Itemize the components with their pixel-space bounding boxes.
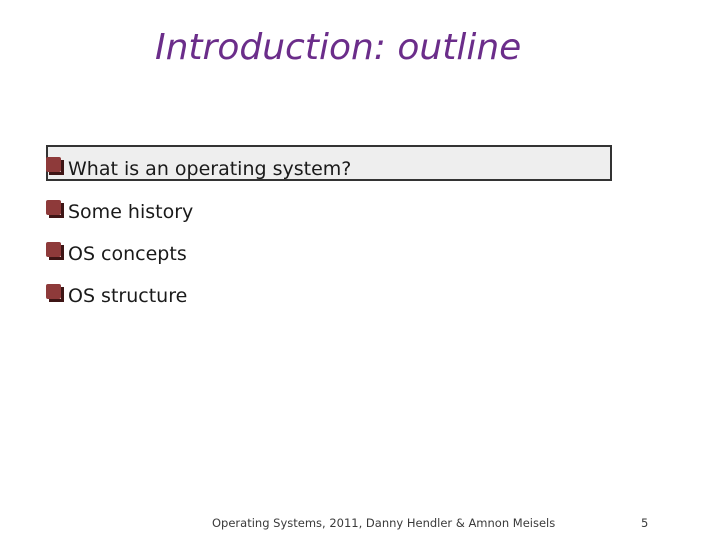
outline-item (46, 230, 351, 272)
square-bullet-icon (46, 157, 64, 175)
outline-item-label: What is an operating system? (68, 158, 352, 180)
page-number: 5 (641, 516, 649, 530)
square-bullet-icon (46, 284, 64, 302)
outline-item-label: OS concepts (68, 243, 187, 265)
outline-item-label: Some history (68, 201, 194, 223)
square-bullet-icon (46, 242, 64, 260)
outline-list (46, 148, 351, 314)
outline-item (46, 272, 351, 314)
square-bullet-icon (46, 200, 64, 218)
slide-title: Introduction: outline (155, 27, 522, 68)
outline-item (46, 148, 351, 184)
outline-item (46, 188, 351, 230)
slide-footer: Operating Systems, 2011, Danny Hendler & Amnon Meisels (212, 516, 556, 530)
outline-item-label: OS structure (68, 285, 188, 307)
